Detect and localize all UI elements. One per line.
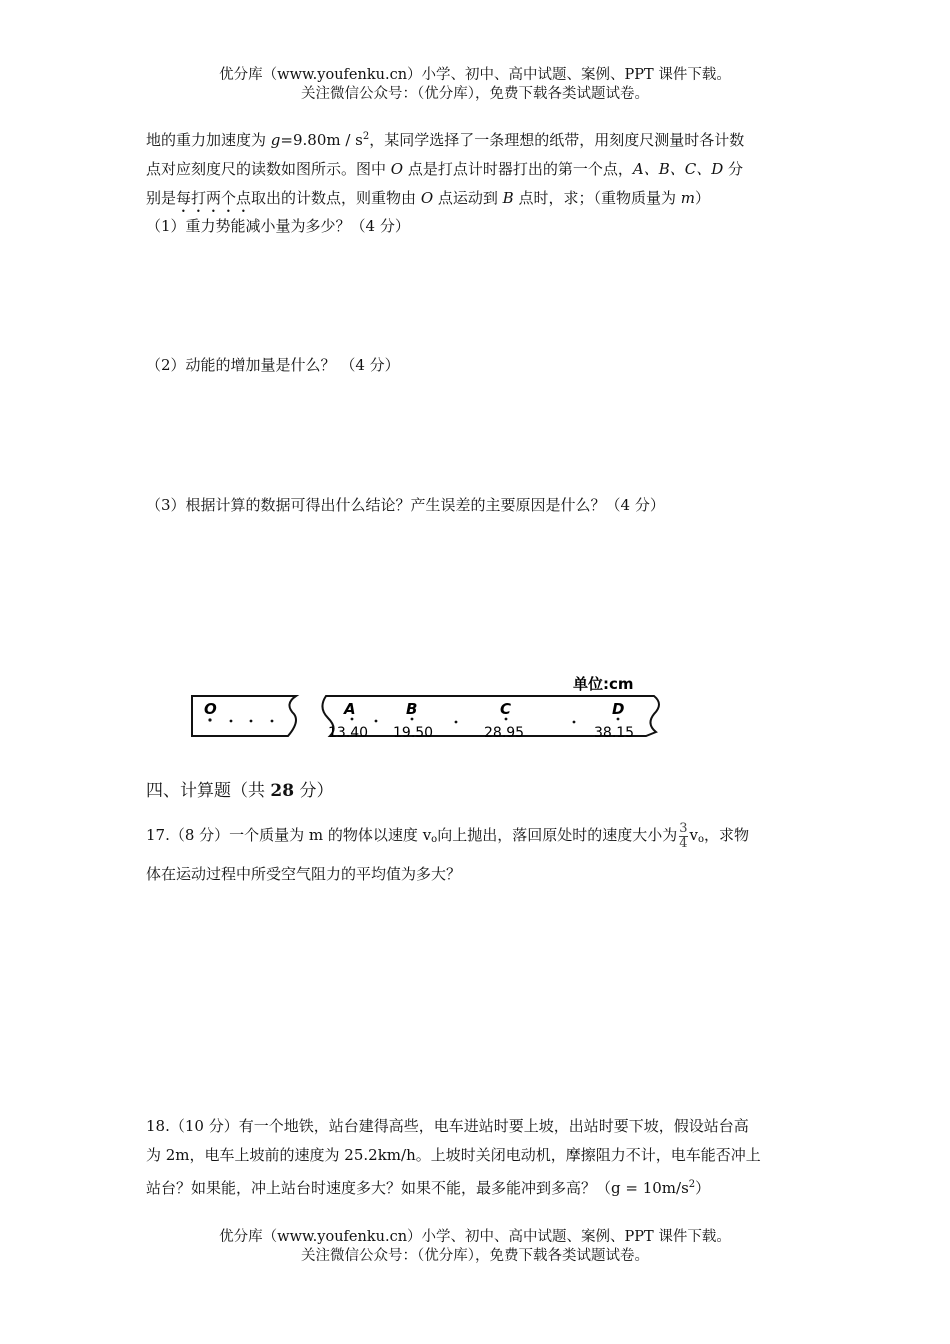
header-line-2: 关注微信公众号：（优分库），免费下载各类试题试卷。: [301, 86, 649, 102]
problem-18-line-2: 为 2m，电车上坡前的速度为 25.2km/h。上坡时关闭电动机，摩擦阻力不计，电车能否冲上: [146, 1146, 761, 1164]
question-1: （1）重力势能减小量为多少？（4 分）: [146, 217, 410, 235]
problem-18: [146, 1112, 810, 1203]
problem-17-line-1: 17.（8 分）一个质量为 m 的物体以速度 $v_o$向上抛出，落回原处时的速度大小为 $\frac{3}{4}$ $v_o$，求物: [146, 820, 750, 851]
tape-dot: [375, 720, 378, 723]
tape-dot: [230, 720, 233, 723]
label-b: B: [406, 700, 418, 718]
problem-17: [146, 818, 810, 891]
label-c: C: [500, 700, 512, 718]
section-title: 四、计算题（共 28 分）: [146, 781, 334, 801]
tape-dot-d: [617, 718, 620, 721]
tape-dot: [455, 721, 458, 724]
page-header: [0, 66, 950, 104]
footer-line-1: 优分库（www.youfenku.cn）小学、初中、高中试题、案例、PPT 课件下载。: [219, 1229, 731, 1245]
tape-dot-b: [411, 718, 414, 721]
question-2: （2）动能的增加量是什么？ （4 分）: [146, 356, 400, 374]
tape-dot: [271, 720, 274, 723]
tape-dot: [573, 721, 576, 724]
problem-17-line-2: 体在运动过程中所受空气阻力的平均值为多大？: [146, 865, 462, 883]
reading-d: 38.15: [594, 725, 635, 741]
fraction-three-quarters: $\frac{3}{4}$: [679, 820, 688, 851]
label-a: A: [344, 700, 356, 718]
tape-dot: [250, 720, 253, 723]
unit-label: 单位:cm: [573, 675, 634, 693]
header-line-1: 优分库（www.youfenku.cn）小学、初中、高中试题、案例、PPT 课件下载。: [219, 67, 731, 83]
problem-18-line-3: 站台？如果能，冲上站台时速度多大？如果不能，最多能冲到多高？$(g = 10m/s^2)$: [146, 1179, 711, 1197]
reading-c: 28.95: [484, 725, 525, 741]
footer-line-2: 关注微信公众号：（优分库），免费下载各类试题试卷。: [301, 1248, 649, 1264]
tape-dot-o: [208, 718, 211, 721]
problem-18-line-1: 18.（10 分）有一个地铁，站台建得高些，电车进站时要上坡，出站时要下坡，假设站台高: [146, 1117, 749, 1135]
question-3: （3）根据计算的数据可得出什么结论？产生误差的主要原因是什么？（4 分）: [146, 496, 665, 514]
intro-line-1: 地的重力加速度为 $g=9.80m / s^2$，某同学选择了一条理想的纸带，用刻度尺测量时各计数: [146, 131, 745, 149]
intro-paragraph: [146, 122, 810, 216]
page-footer: [0, 1228, 950, 1266]
emphasized-text: 每打两个点: [176, 189, 252, 207]
intro-line-3: 别是每打两个点取出的计数点，则重物由 O 点运动到 B 点时，求；（重物质量为 m）: [146, 189, 710, 207]
reading-a: 13.40: [328, 725, 369, 741]
tape-dot-a: [351, 718, 354, 721]
intro-line-2: 点对应刻度尺的读数如图所示。图中 O 点是打点计时器打出的第一个点，A、B、C、D 分: [146, 160, 744, 178]
paper-tape-figure: [188, 670, 668, 748]
label-o: O: [204, 700, 217, 718]
reading-b: 19.50: [393, 725, 434, 741]
tape-dot-c: [505, 718, 508, 721]
label-d: D: [612, 700, 625, 718]
